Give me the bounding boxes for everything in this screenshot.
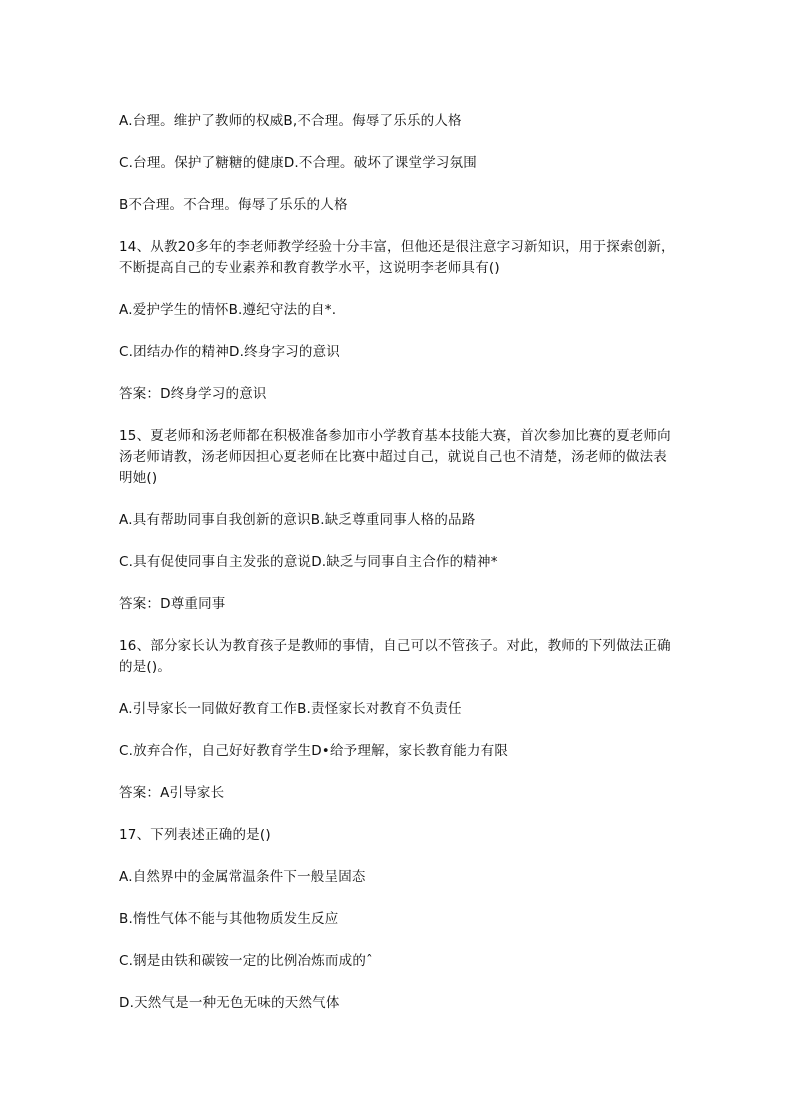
question-16: 16、部分家长认为教育孩子是教师的事情，自己可以不管孩子。对此，教师的下列做法正确的是()。 — [119, 638, 671, 675]
option-line-15cd: C.具有促使同事自主发张的意说D.缺乏与同事自主合作的精神* — [119, 554, 498, 570]
option-17b: B.惰性气体不能与其他物质发生反应 — [119, 911, 339, 927]
option-line-16cd: C.放弃合作，自己好好教育学生D•给予理解，家长教育能力有限 — [119, 743, 509, 759]
option-line-15ab: A.具有帮助同事自我创新的意识B.缺乏尊重同事人格的品路 — [119, 512, 476, 528]
option-line-13ab: A.台理。维护了教师的权威B,不合理。侮辱了乐乐的人格 — [119, 113, 462, 129]
answer-line-13: B不合理。不合理。侮辱了乐乐的人格 — [119, 197, 348, 213]
option-line-13cd: C.台理。保护了糖糖的健康D.不合理。破坏了课堂学习氛围 — [119, 155, 478, 171]
option-17d: D.天然气是一种无色无味的天然气体 — [119, 995, 340, 1011]
question-15: 15、夏老师和汤老师都在积极准备参加市小学教育基本技能大赛，首次参加比赛的夏老师向汤老师请教，汤老师因担心夏老师在比赛中超过自己，就说自己也不清楚，汤老师的做法表明她() — [119, 428, 671, 486]
answer-line-16: 答案：A引导家长 — [119, 785, 225, 801]
document-page — [119, 111, 679, 1014]
option-line-14cd: C.团结办作的精神D.终身字习的意识 — [119, 344, 341, 360]
question-17: 17、下列表述正确的是() — [119, 827, 271, 843]
answer-line-15: 答案：D尊重同事 — [119, 596, 226, 612]
question-14: 14、从教20多年的李老师教学经验十分丰富，但他还是很注意字习新知识，用于探索创新，不断提高自己的专业素养和教育教学水平，这说明李老师具有() — [119, 239, 675, 276]
option-17c: C.钢是由铁和碳铵一定的比例冶炼而成的ˆ — [119, 953, 373, 969]
answer-line-14: 答案：D终身学习的意识 — [119, 386, 267, 402]
option-line-14ab: A.爱护学生的情怀B.遵纪守法的自*. — [119, 302, 337, 318]
option-17a: A.自然界中的金属常温条件下一般呈固态 — [119, 869, 366, 885]
option-line-16ab: A.引导家长一同做好教育工作B.责怪家长对教育不负责任 — [119, 701, 462, 717]
